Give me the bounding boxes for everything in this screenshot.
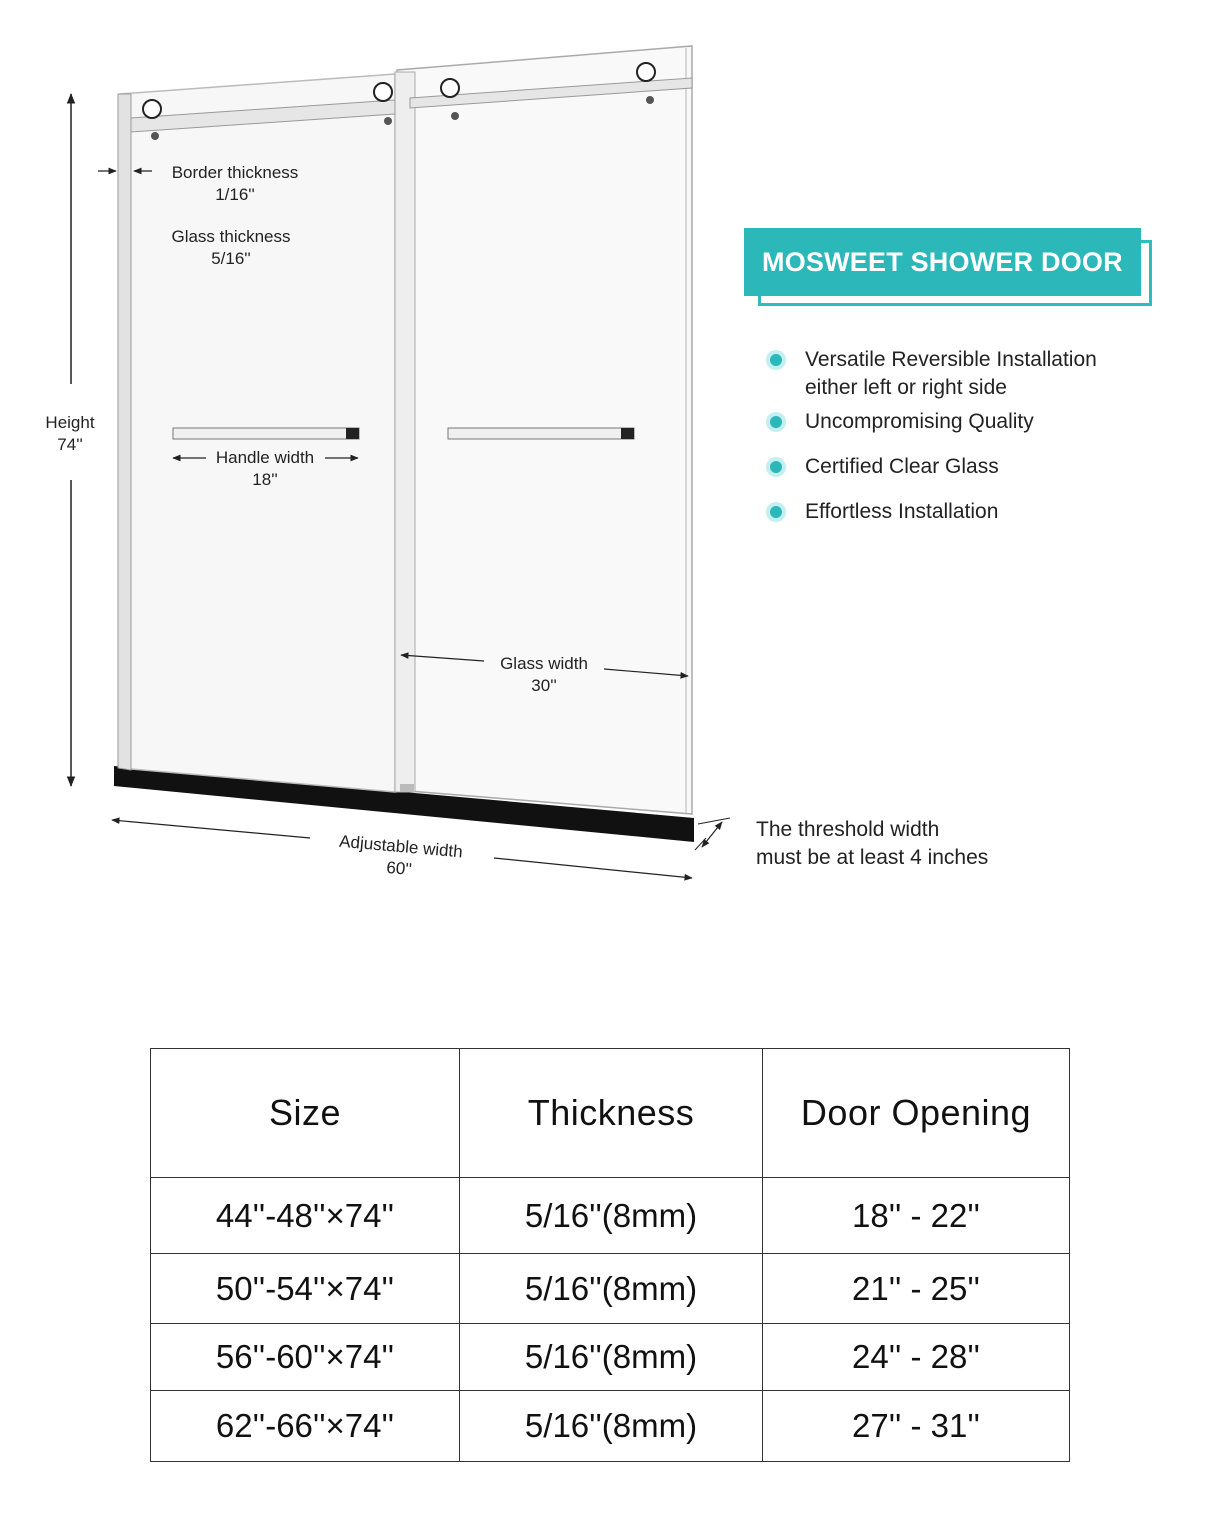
glass-thickness-label: Glass thickness 5/16''	[171, 227, 291, 268]
border-thickness-label: Border thickness 1/16''	[171, 163, 299, 204]
table-cell: 27'' - 31''	[763, 1391, 1070, 1462]
header-thickness: Thickness	[460, 1049, 763, 1178]
handle-right	[448, 428, 634, 439]
threshold-note: The threshold width must be at least 4 inches	[756, 818, 989, 869]
glass-width-label: Glass width 30''	[500, 654, 588, 695]
adjustable-width-label: Adjustable width 60''	[338, 831, 464, 880]
roller-icon	[143, 100, 161, 118]
bullet-dot-icon	[766, 457, 786, 477]
header-size: Size	[151, 1049, 460, 1178]
brand-title-box	[744, 228, 1154, 310]
table-cell: 21'' - 25''	[763, 1254, 1070, 1324]
table-cell: 62''-66''×74''	[151, 1391, 460, 1462]
brand-title: MOSWEET SHOWER DOOR	[744, 228, 1141, 296]
table-cell: 24'' - 28''	[763, 1324, 1070, 1391]
list-item: Certified Clear Glass	[766, 453, 1186, 481]
table-row	[151, 1324, 1070, 1391]
table-cell: 18'' - 22''	[763, 1178, 1070, 1254]
left-frame-edge	[118, 94, 131, 770]
handle-width-label: Handle width 18''	[215, 448, 315, 489]
table-cell: 5/16''(8mm)	[460, 1178, 763, 1254]
feature-list	[766, 346, 1186, 526]
roller-icon	[441, 79, 459, 97]
bullet-dot-icon	[766, 502, 786, 522]
table-cell: 5/16''(8mm)	[460, 1254, 763, 1324]
height-label: Height 74''	[45, 413, 95, 454]
bullet-dot-icon	[766, 350, 786, 370]
list-item: Effortless Installation	[766, 498, 1186, 526]
table-cell: 5/16''(8mm)	[460, 1391, 763, 1462]
spec-table	[150, 1048, 1070, 1462]
table-header-row	[151, 1049, 1070, 1178]
table-row	[151, 1391, 1070, 1462]
roller-icon	[374, 83, 392, 101]
table-cell: 5/16''(8mm)	[460, 1324, 763, 1391]
table-cell: 56''-60''×74''	[151, 1324, 460, 1391]
list-item: Uncompromising Quality	[766, 408, 1186, 436]
list-item: Versatile Reversible Installation either left or right side	[766, 346, 1186, 402]
roller-icon	[637, 63, 655, 81]
table-row	[151, 1178, 1070, 1254]
handle-left	[173, 428, 359, 439]
table-row	[151, 1254, 1070, 1324]
header-door-opening: Door Opening	[763, 1049, 1070, 1178]
table-cell: 44''-48''×74''	[151, 1178, 460, 1254]
bullet-dot-icon	[766, 412, 786, 432]
table-cell: 50''-54''×74''	[151, 1254, 460, 1324]
